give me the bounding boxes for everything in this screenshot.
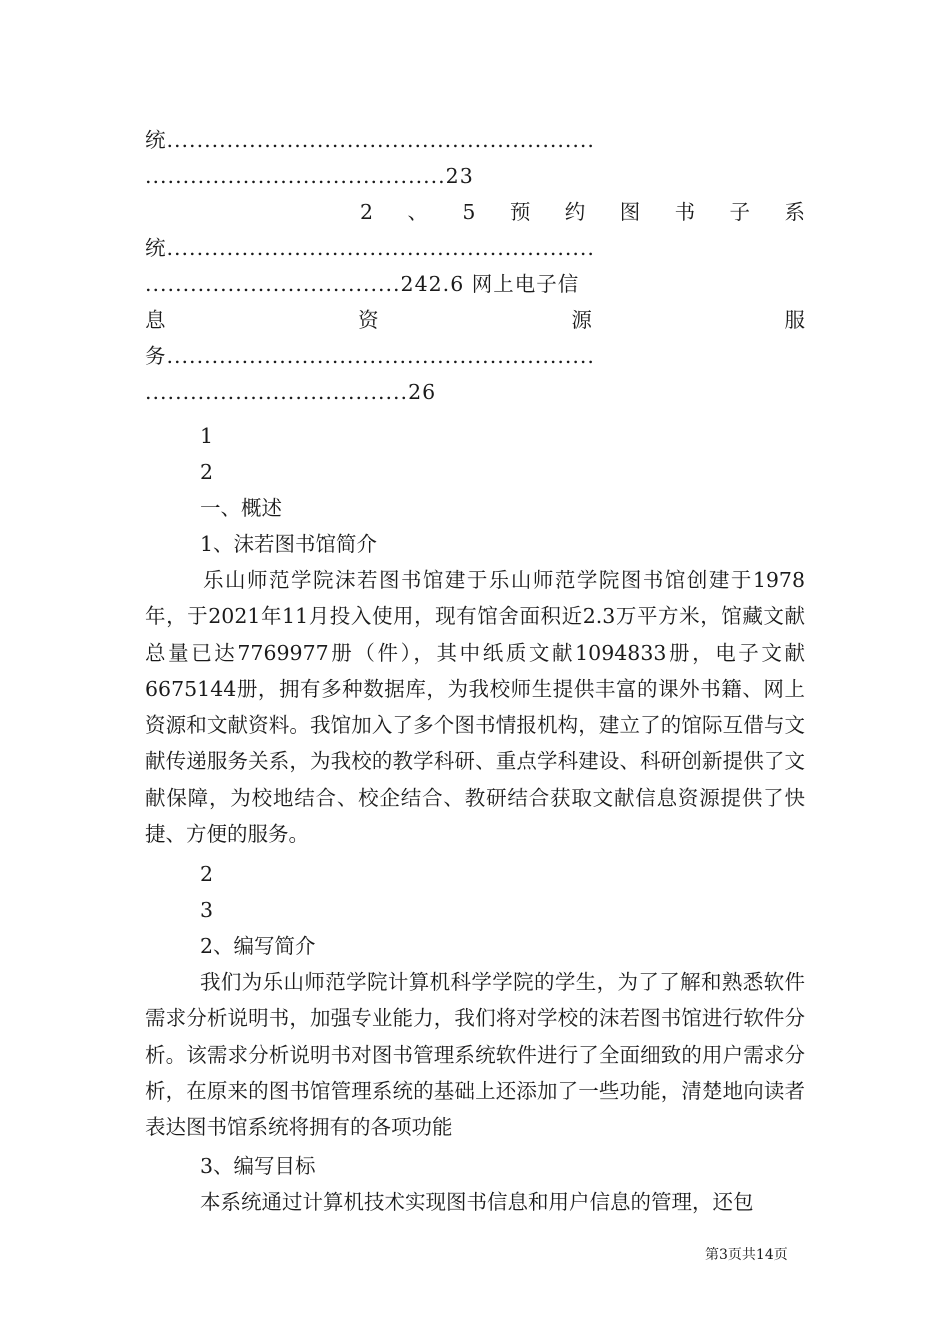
toc-char: 图 — [619, 200, 641, 224]
toc-line: ........................................23 — [145, 164, 474, 188]
toc-char: 2 — [360, 200, 374, 224]
toc-line: ..................................242.6 网上电子信 — [145, 272, 580, 296]
toc-line: 统......................................................... — [145, 236, 595, 260]
toc-char: 、 — [407, 200, 428, 224]
paragraph-goal: 本系统通过计算机技术实现图书信息和用户信息的管理，还包 — [200, 1190, 754, 1214]
toc-char: 资 — [358, 308, 379, 332]
toc-char: 预 — [509, 200, 531, 224]
toc-char: 子 — [729, 200, 751, 224]
toc-entry-2-6 — [145, 302, 805, 338]
paragraph-intro: 乐山师范学院沫若图书馆建于乐山师范学院图书馆创建于1978年，于2021年11月投入使用，现有馆舍面积近2.3万平方米，馆藏文献总量已达7769977册（件），其中纸质文献1094833册，电子文献6675144册，拥有多种数据库，为我校师生提供丰富的课外书籍、网上资源和文献资料。我馆加入了多个图书情报机构，建立了的馆际互借与文献传递服务关系，为我校的教学科研、重点学科建设、科研创新提供了文献保障，为校地结合、校企结合、教研结合获取文献信息资源提供了快捷、方便的服务。 — [145, 568, 805, 847]
toc-char: 5 — [462, 200, 476, 224]
toc-char: 息 — [145, 308, 166, 332]
toc-char: 书 — [674, 200, 696, 224]
toc-char: 约 — [564, 200, 586, 224]
section-heading: 一、概述 — [200, 496, 282, 520]
page-counter: 第3页共14页 — [705, 1247, 788, 1263]
toc-line: 统......................................................... — [145, 128, 595, 152]
paragraph-writing: 我们为乐山师范学院计算机科学学院的学生，为了了解和熟悉软件需求分析说明书，加强专业能力，我们将对学校的沫若图书馆进行软件分析。该需求分析说明书对图书管理系统软件进行了全面细致的用户需求分析，在原来的图书馆管理系统的基础上还添加了一些功能，清楚地向读者表达图书馆系统将拥有的各项功能 — [145, 970, 805, 1140]
toc-char: 系 — [784, 200, 805, 224]
section-heading: 1、沫若图书馆简介 — [200, 532, 378, 556]
section-heading: 2、编写简介 — [200, 934, 316, 958]
toc-line: 务......................................................... — [145, 344, 595, 368]
page-number-marker: 1 — [200, 424, 214, 448]
toc-char: 服 — [784, 308, 805, 332]
section-heading: 3、编写目标 — [200, 1154, 316, 1178]
page-number-marker: 2 — [200, 862, 214, 886]
toc-line: ...................................26 — [145, 380, 437, 404]
page-number-marker: 2 — [200, 460, 214, 484]
toc-char: 源 — [571, 308, 592, 332]
toc-entry-2-5 — [360, 194, 805, 230]
page-number-marker: 3 — [200, 898, 214, 922]
